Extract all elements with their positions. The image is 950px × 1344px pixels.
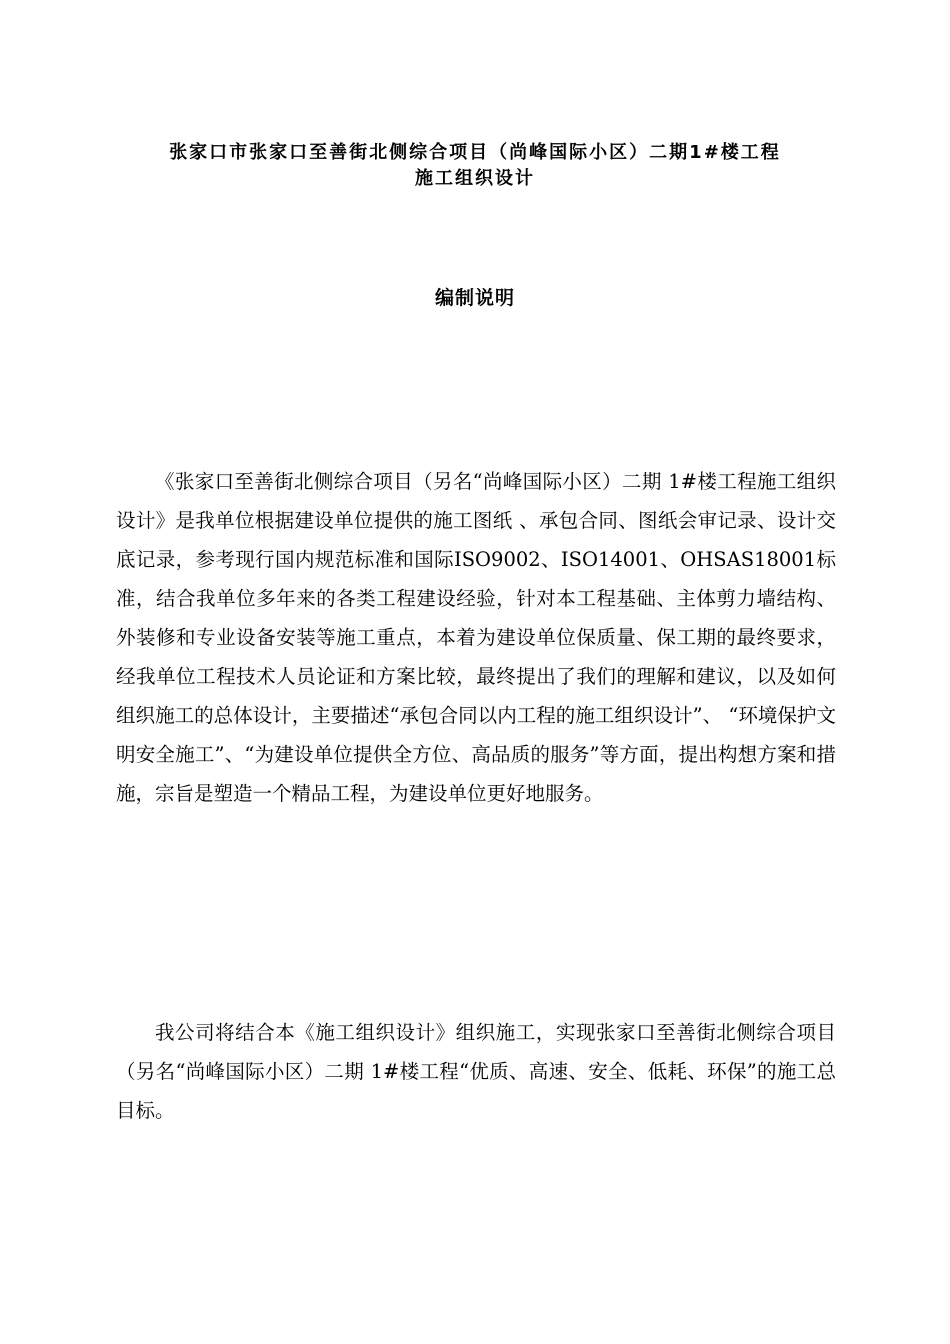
section-heading: 编制说明: [434, 287, 515, 309]
document-title-line-1: 张家口市张家口至善街北侧综合项目（尚峰国际小区）二期1#楼工程: [169, 142, 781, 163]
body-paragraph-2: 我公司将结合本《施工组织设计》组织施工，实现张家口至善街北侧综合项目（另名“尚峰国际小区）二期 1#楼工程“优质、高速、安全、低耗、环保”的施工总目标。: [116, 1021, 836, 1122]
document-title: [60, 140, 890, 192]
document-title-line-2: 施工组织设计: [415, 168, 535, 189]
body-paragraph-1: 《张家口至善街北侧综合项目（另名“尚峰国际小区）二期 1#楼工程施工组织设计》是我单位根据建设单位提供的施工图纸 、承包合同、图纸会审记录、设计交底记录，参考现行国内规范标准和国际ISO9002、ISO14001、OHSAS18001标准，结合我单位多年来的各类工程建设经验，针对本工程基础、主体剪力墙结构、外装修和专业设备安装等施工重点，本着为建设单位保质量、保工期的最终要求，经我单位工程技术人员论证和方案比较，最终提出了我们的理解和建议，以及如何组织施工的总体设计，主要描述“承包合同以内工程的施工组织设计”、 “环境保护文明安全施工”、“为建设单位提供全方位、高品质的服务”等方面，提出构想方案和措施，宗旨是塑造一个精品工程，为建设单位更好地服务。: [116, 470, 836, 805]
